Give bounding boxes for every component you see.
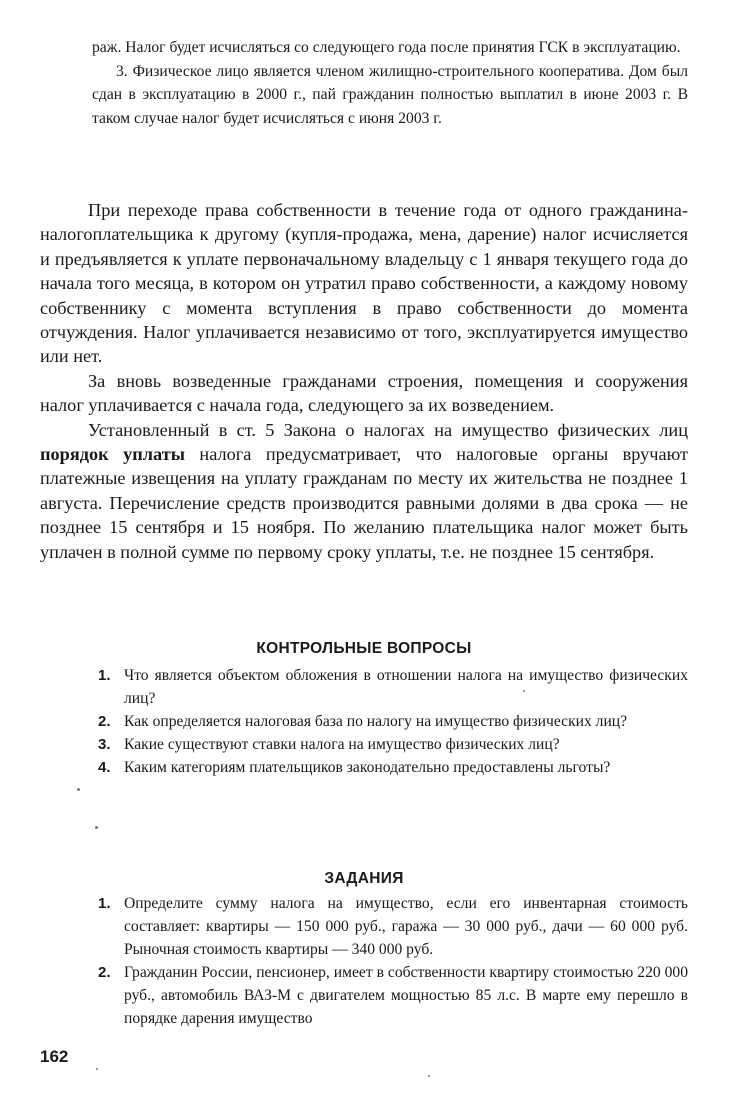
tasks-heading: ЗАДАНИЯ bbox=[324, 870, 404, 887]
para3-bold-term: порядок уплаты bbox=[40, 444, 185, 465]
scan-speck bbox=[95, 826, 98, 829]
question-item bbox=[92, 664, 688, 710]
task-item bbox=[92, 892, 688, 961]
paragraph-new-buildings: За вновь возведенные гражданами строения, помещения и сооружения налог уплачивается с начала года, следующего за их возведением. bbox=[40, 370, 688, 416]
task-text: Гражданин России, пенсионер, имеет в собственности квартиру стоимостью 220 000 руб., автомобиль ВАЗ-М с двигателем мощностью 85 л.с. В марте ему перешло в порядке дарения имущество bbox=[124, 964, 688, 1027]
question-number: 4. bbox=[98, 759, 111, 776]
paragraph-ownership-transfer: При переходе права собственности в течение года от одного гражданина-налогоплательщика к другому (купля-продажа, мена, дарение) налог исчисляется и предъявляется к уплате первоначальному владельцу с 1 января текущего года до начала того месяца, в котором он утратил право собственности, а каждому новому собственнику с момента вступления в право собственности до момента отчуждения. Налог уплачивается независимо от того, эксплуатируется имущество или нет. bbox=[40, 200, 688, 367]
example-block bbox=[92, 36, 688, 130]
task-text: Определите сумму налога на имущество, если его инвентарная стоимость составляет: квартиры — 150 000 руб., гаража — 30 000 руб., дачи — 60 000 руб. Рыночная стоимость квартиры — 340 000 руб. bbox=[124, 895, 688, 958]
para3-start: Установленный в ст. 5 Закона о налогах на имущество физических лиц bbox=[88, 419, 688, 440]
scan-speck bbox=[96, 1068, 98, 1070]
example-item-3: 3. Физическое лицо является членом жилищно-строительного кооператива. Дом был сдан в эксплуатацию в 2000 г., пай гражданин полностью выплатил в июне 2003 г. В таком случае налог будет исчисляться с июня 2003 г. bbox=[92, 62, 688, 127]
task-number: 2. bbox=[98, 964, 111, 981]
scan-speck bbox=[523, 690, 525, 692]
question-number: 2. bbox=[98, 713, 111, 730]
task-number: 1. bbox=[98, 895, 111, 912]
page-number: 162 bbox=[40, 1047, 69, 1066]
para3-end: налога предусматривает, что налоговые органы вручают платежные извещения на уплату гражданам по месту их жительства не позднее 1 августа. Перечисление средств производится равными долями в два срока — не позднее 15 сентября и 15 ноября. По желанию плательщика налог может быть уплачен в полной сумме по первому сроку уплаты, т.е. не позднее 15 сентября. bbox=[40, 444, 688, 562]
question-number: 1. bbox=[98, 667, 111, 684]
questions-list bbox=[92, 664, 688, 779]
question-number: 3. bbox=[98, 736, 111, 753]
task-item bbox=[92, 961, 688, 1030]
body-text bbox=[40, 198, 688, 564]
example-continuation: раж. Налог будет исчисляться со следующего года после принятия ГСК в эксплуатацию. bbox=[92, 39, 681, 56]
question-text: Каким категориям плательщиков законодательно предоставлены льготы? bbox=[124, 759, 611, 776]
question-text: Что является объектом обложения в отношении налога на имущество физических лиц? bbox=[124, 667, 688, 707]
question-text: Как определяется налоговая база по налогу на имущество физических лиц? bbox=[124, 713, 628, 730]
scan-speck bbox=[428, 1075, 430, 1077]
scan-speck bbox=[77, 788, 80, 791]
question-item bbox=[92, 756, 688, 779]
tasks-list bbox=[92, 892, 688, 1030]
paragraph-payment-procedure bbox=[40, 418, 688, 564]
questions-heading: КОНТРОЛЬНЫЕ ВОПРОСЫ bbox=[256, 640, 472, 657]
question-item bbox=[92, 733, 688, 756]
question-text: Какие существуют ставки налога на имущество физических лиц? bbox=[124, 736, 560, 753]
question-item bbox=[92, 710, 688, 733]
